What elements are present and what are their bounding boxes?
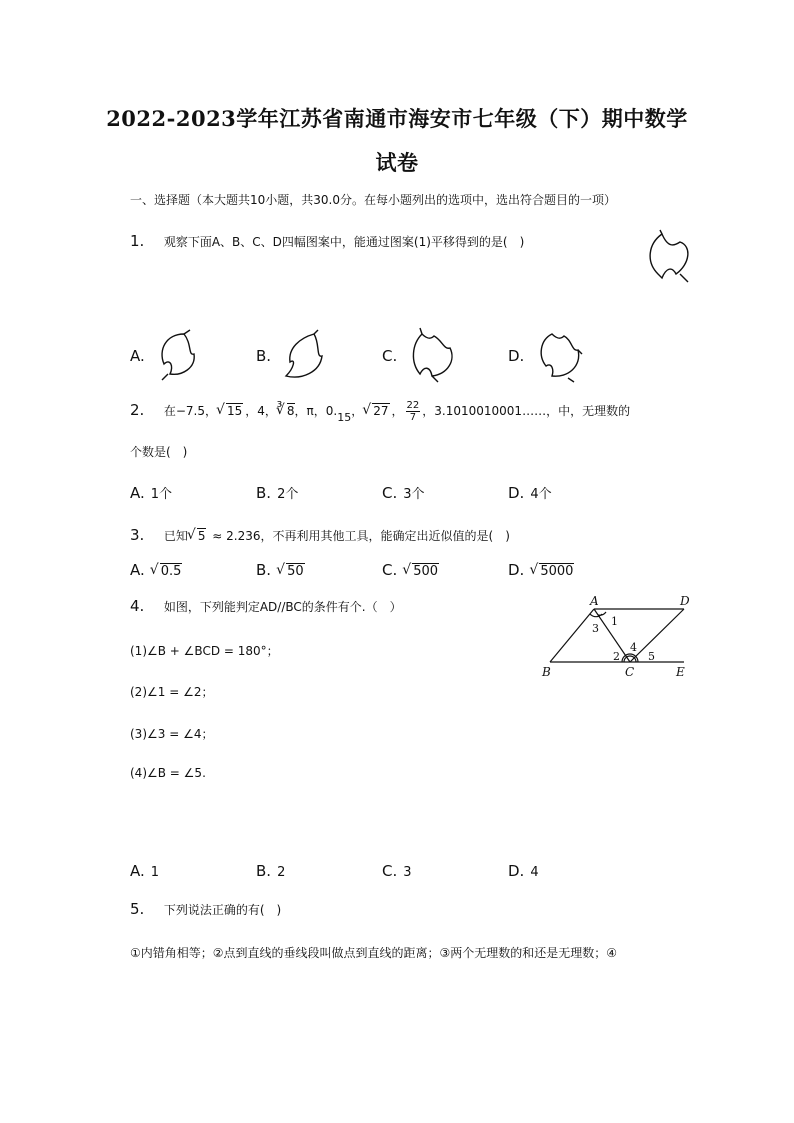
label-a: A [590, 594, 599, 608]
leaf-figure-b [280, 328, 330, 384]
q2-option-c[interactable]: C. 3个 [382, 484, 425, 502]
q1-option-a[interactable]: A. [130, 347, 145, 365]
q4-option-b[interactable]: B. 2 [256, 862, 286, 880]
leaf-figure-a [152, 328, 202, 384]
q2-text-part: ，4， [245, 404, 277, 418]
sqrt-27: √ 27 [363, 404, 389, 418]
section-heading: 一、选择题（本大题共10小题，共30.0分。在每小题列出的选项中，选出符合题目的一项） [130, 193, 616, 207]
question-3 [130, 526, 510, 544]
page-title-cont: 试卷 [375, 150, 419, 175]
question-1 [130, 232, 524, 250]
q3-option-a[interactable]: A.√ 0.5 [130, 561, 184, 579]
question-5 [130, 900, 281, 918]
angle-4: 4 [630, 641, 637, 654]
leaf-figure-d [532, 326, 588, 384]
angle-2: 2 [613, 650, 620, 663]
sqrt-5: √ 5 [188, 529, 207, 543]
question-text: 观察下面A、B、C、D四幅图案中，能通过图案(1)平移得到的是( ) [163, 235, 525, 249]
fraction-22-7: $\frac{22}{7}$ [406, 400, 420, 423]
question-number: 4. [130, 597, 145, 615]
q2-option-d[interactable]: D. 4个 [508, 484, 552, 502]
q2-option-b[interactable]: B. 2个 [256, 484, 299, 502]
leaf-figure-original [640, 228, 700, 288]
sqrt-15: √ 15 [217, 404, 243, 418]
question-2-line2: 个数是( ) [130, 445, 188, 459]
q4-option-a[interactable]: A. 1 [130, 862, 160, 880]
question-text: 下列说法正确的有( ) [163, 903, 282, 917]
q1-option-d[interactable]: D. [508, 347, 525, 365]
q3-option-b[interactable]: B.√ 50 [256, 561, 307, 579]
label-c: C [625, 665, 635, 679]
q4-condition-3: (3)∠3 = ∠4； [130, 727, 214, 741]
q3-option-c[interactable]: C.√ 500 [382, 561, 441, 579]
q4-option-d[interactable]: D. 4 [508, 862, 539, 880]
q2-text-part: ，π，0. [294, 404, 338, 418]
question-2 [130, 400, 630, 423]
q1-option-b[interactable]: B. [256, 347, 272, 365]
q2-text-part: ， [351, 404, 364, 418]
q4-condition-1: (1)∠B + ∠BCD = 180°； [130, 644, 279, 658]
angle-1: 1 [611, 615, 618, 628]
q2-text-part: ， [391, 404, 404, 418]
question-5-line2: ①内错角相等；②点到直线的垂线段叫做点到直线的距离；③两个无理数的和还是无理数；④ [130, 946, 618, 960]
q1-option-c[interactable]: C. [382, 347, 398, 365]
question-4 [130, 597, 402, 615]
question-number: 1. [130, 232, 145, 250]
question-number: 2. [130, 401, 145, 419]
q4-condition-2: (2)∠1 = ∠2； [130, 685, 214, 699]
angle-5: 5 [648, 650, 655, 663]
q2-option-a[interactable]: A. 1个 [130, 484, 173, 502]
label-d: D [680, 594, 690, 608]
label-e: E [676, 665, 685, 679]
question-text: 如图，下列能判定AD//BC的条件有个.（ ） [163, 600, 402, 614]
page-title: 2022-2023学年江苏省南通市海安市七年级（下）期中数学 [106, 106, 688, 131]
question-number: 3. [130, 526, 145, 544]
label-b: B [542, 665, 551, 679]
leaf-figure-c [404, 326, 460, 384]
q3-text-part: ≈ 2.236，不再利用其他工具，能确定出近似值的是( ) [208, 529, 510, 543]
cbrt-8: ∛ 8 [277, 404, 295, 418]
parallelogram-figure [536, 592, 706, 684]
q3-option-d[interactable]: D.√ 5000 [508, 561, 576, 579]
angle-3: 3 [592, 622, 599, 635]
repeating-decimal: 15 [337, 411, 352, 424]
q4-option-c[interactable]: C. 3 [382, 862, 412, 880]
q3-text-part: 已知 [163, 529, 188, 543]
q2-text-part: ，3.1010010001……，中，无理数的 [422, 404, 631, 418]
q4-condition-4: (4)∠B = ∠5. [130, 766, 206, 780]
question-number: 5. [130, 900, 145, 918]
q2-text-part: 在−7.5， [163, 404, 217, 418]
